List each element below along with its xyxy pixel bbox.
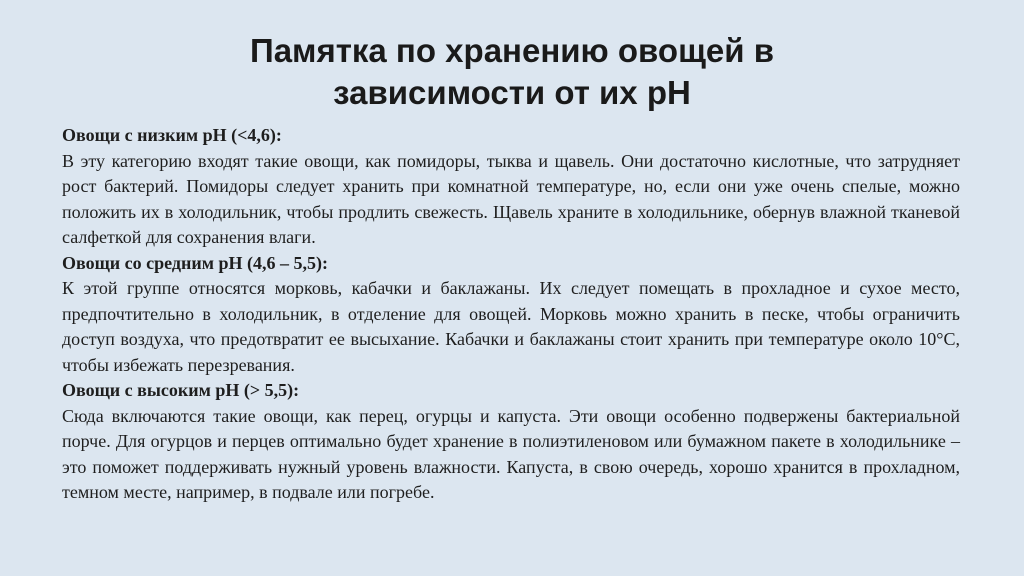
section-heading-low-ph: Овощи с низким pH (<4,6): bbox=[62, 125, 282, 145]
section-text-low-ph: В эту категорию входят такие овощи, как помидоры, тыква и щавель. Они достаточно кислотные, что затрудняет рост бактерий. Помидоры следует хранить при комнатной температуре, но, если они уже очень спелые, можно положить их в холодильник, чтобы продлить свежесть. Щавель храните в холодильнике, обернув влажной тканевой салфеткой для сохранения влаги. bbox=[62, 150, 960, 247]
section-text-high-ph: Сюда включаются такие овощи, как перец, огурцы и капуста. Эти овощи особенно подвержены бактериальной порче. Для огурцов и перцев оптимально будет хранение в полиэтиленовом или бумажном пакете в холодильнике – это поможет поддерживать нужный уровень влажности. Капуста, в свою очередь, хорошо хранится в прохладном, темном месте, например, в подвале или погребе. bbox=[62, 405, 960, 502]
section-heading-medium-ph: Овощи со средним pH (4,6 – 5,5): bbox=[62, 252, 329, 273]
section-text-medium-ph: К этой группе относятся морковь, кабачки и баклажаны. Их следует помещать в прохладное и сухое место, предпочтительно в холодильник, в отделение для овощей. Морковь можно хранить в песке, чтобы ограничить доступ воздуха, что предотвратит ее высыхание. Кабачки и баклажаны стоит хранить при температуре около 10°C, чтобы избежать перезревания. bbox=[62, 278, 960, 375]
section-heading-high-ph: Овощи с высоким pH (> 5,5): bbox=[62, 380, 300, 400]
slide-body bbox=[62, 123, 960, 506]
slide-title: Памятка по хранению овощей в зависимости от их pH bbox=[249, 32, 775, 111]
